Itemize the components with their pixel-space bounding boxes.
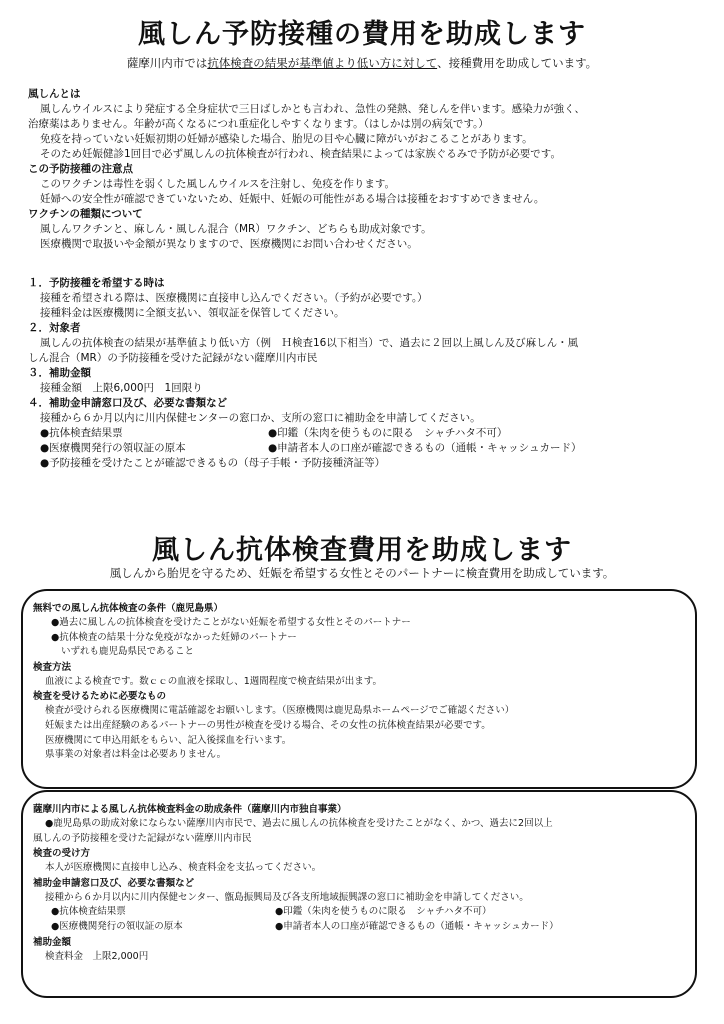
section-4-line: 接種から６か月以内に川内保健センターの窓口か、支所の窓口に補助金を申請してください。 [40,412,481,424]
caution-heading: この予防接種の注意点 [28,163,133,175]
vaccine-line: 風しんワクチンと、麻しん・風しん混合（MR）ワクチン、どちらも助成対象です。 [40,223,432,235]
box1-condition: いずれも鹿児島県民であること [61,646,195,658]
section-2-line: しん混合（MR）の予防接種を受けた記録がない薩摩川内市民 [28,352,318,364]
section-1-line: 接種を希望される際は、医療機関に直接申し込んでください。（予約が必要です。） [40,292,428,304]
test-needs-line: 県事業の対象者は料金は必要ありません。 [45,749,227,761]
required-doc-item: ●予防接種を受けたことが確認できるもの（母子手帳・予防接種済証等） [40,457,386,469]
subsidy-amount: 接種金額 上限6,000円 1回限り [40,382,203,394]
lead-underlined-condition: 抗体検査の結果が基準値より低い方に対して [207,56,438,70]
box2-condition: ●鹿児島県の助成対象にならない薩摩川内市民で、過去に風しんの抗体検査を受けたことがなく、かつ、過去に2回以上 [45,818,553,829]
how-to-test-heading: 検査の受け方 [33,848,91,860]
box1-condition: ●抗体検査の結果十分な免疫がなかった妊婦のパートナー [51,631,297,643]
caution-line: 妊婦への安全性が確認できていないため、妊娠中、妊娠の可能性がある場合は接種をおすすめできません。 [40,193,545,205]
test-method-heading: 検査方法 [33,661,72,673]
test-method-line: 血液による検査です。数ｃｃの血液を採取し、1週間程度で検査結果が出ます。 [45,675,383,687]
test-needs-line: 妊娠または出産経験のあるパートナーの男性が検査を受ける場合、その女性の抗体検査結果が必要です。 [45,719,491,731]
box2-condition: 風しんの予防接種を受けた記録がない薩摩川内市民 [33,832,252,844]
test-needs-line: 医療機関にて申込用紙をもらい、記入後採血を行います。 [45,734,292,746]
test-needs-heading: 検査を受けるために必要なもの [33,691,167,703]
caution-line: このワクチンは毒性を弱くした風しんウイルスを注射し、免疫を作ります。 [40,178,396,190]
section-4-heading: ４．補助金申請窓口及び、必要な書類など [28,397,228,409]
vaccine-line: 医療機関で取扱いや金額が異なりますので、医療機関にお問い合わせください。 [40,238,418,250]
about-line: 風しんウイルスにより発症する全身症状で三日ばしかとも言われ、急性の発熱、発しんを伴います。感染力が強く、 [40,103,585,115]
box2-apply-line: 接種から６か月以内に川内保健センター、甑島振興局及び各支所地域振興課の窓口に補助金を申請してください。 [45,891,529,903]
required-doc-item: ●申請者本人の口座が確認できるもの（通帳・キャッシュカード） [268,442,582,454]
box2-doc-item: ●申請者本人の口座が確認できるもの（通帳・キャッシュカード） [275,920,559,932]
required-doc-item: ●医療機関発行の領収証の原本 [40,442,186,454]
box2-apply-heading: 補助金申請窓口及び、必要な書類など [33,877,195,889]
how-to-test-line: 本人が医療機関に直接申し込み、検査料金を支払ってください。 [45,862,322,874]
vaccination-subsidy-lead: 薩摩川内市では抗体検査の結果が基準値より低い方に対して、接種費用を助成しています。 [126,56,598,70]
rubella-info-section [28,87,698,252]
required-doc-item: ●抗体検査結果票 [40,427,123,439]
vaccination-subsidy-title: 風しん予防接種の費用を助成します [138,19,586,50]
required-docs-row [28,441,698,456]
section-3-heading: ３．補助金額 [28,367,91,379]
box2-amount-line: 検査料金 上限2,000円 [45,950,149,962]
about-line: 免疫を持っていない妊娠初期の妊婦が感染した場合、胎児の目や心臓に障がいがおこることがあります。 [40,133,533,145]
box2-docs-row [33,905,685,920]
box2-doc-item: ●印鑑（朱肉を使うものに限る シャチハタ不可） [275,906,492,918]
box2-heading: 薩摩川内市による風しん抗体検査料金の助成条件（薩摩川内市独自事業） [33,804,347,815]
box2-doc-item: ●抗体検査結果票 [51,906,126,918]
box1-heading: 無料での風しん抗体検査の条件（鹿児島県） [33,603,224,614]
section-1-heading: １．予防接種を希望する時は [28,277,165,289]
prefecture-free-test-box [21,589,697,789]
about-line: 治療薬はありません。年齢が高くなるにつれ重症化しやすくなります。（はしかは別の病気です。） [28,118,489,130]
required-docs-row [28,426,698,441]
antibody-test-subsidy-lead: 風しんから胎児を守るため、妊娠を希望する女性とそのパートナーに検査費用を助成しています。 [109,566,615,580]
section-2-heading: ２．対象者 [28,322,81,334]
box2-doc-item: ●医療機関発行の領収証の原本 [51,920,183,932]
application-section [28,276,698,471]
box1-condition: ●過去に風しんの抗体検査を受けたことがない妊娠を希望する女性とそのパートナー [51,617,411,628]
antibody-test-subsidy-title: 風しん抗体検査費用を助成します [152,535,572,566]
about-rubella-heading: 風しんとは [28,88,81,100]
vaccine-types-heading: ワクチンの種類について [28,208,143,220]
required-doc-item: ●印鑑（朱肉を使うものに限る シャチハタ不可） [268,427,508,439]
city-test-subsidy-box [21,790,697,998]
test-needs-line: 検査が受けられる医療機関に電話確認をお願いします。（医療機関は鹿児島県ホームページでご確認ください） [45,705,515,717]
box2-amount-heading: 補助金額 [33,936,72,948]
box2-docs-row [33,920,685,935]
about-line: そのため妊娠健診1回目で必ず風しんの抗体検査が行われ、検査結果によっては家族ぐるみで予防が必要です。 [40,148,561,160]
section-1-line: 接種料金は医療機関に全額支払い、領収証を保管してください。 [40,307,345,319]
section-2-line: 風しんの抗体検査の結果が基準値より低い方（例 Ｈ検査16以下相当）で、過去に２回以上風しん及び麻しん・風 [40,337,579,349]
